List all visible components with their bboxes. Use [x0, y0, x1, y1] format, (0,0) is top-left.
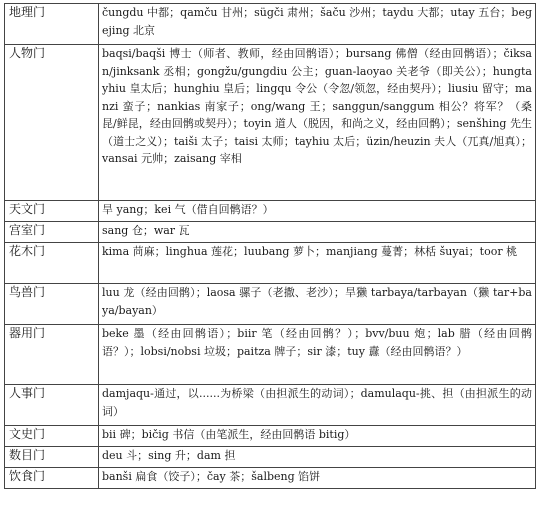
content-cell: baqsi/baqši 博士（师者、教师，经由回鹘语）；bursang 佛僧（经由回鹘语）；čiksan/jinksank 丞相；gongžu/gungdiu 公主；guan-laoyao 关老爷（即关公）；hungtayhiu 皇太后；hunghiu 皇后；lingqu 令公（令忽/领忽，经由契丹）；liusiu 留守；manzi 蛮子；nankias 南家子；ong/wang 王；sanggun/sanggum 相公？将军？（桑昆/鲜昆，经由回鹘或契丹）；toyin 道人（脱因，和尚之义，经由回鹘）；senšhing 先生（道士之义）；taiši 太子；taisi 太师；tayhiu 太后；üzin/heuzin 夫人（兀真/旭真）；vansai 元帅；zaisang 宰相 [99, 45, 536, 201]
category-cell: 器用门 [5, 325, 99, 385]
content-cell: damjaqu-通过，以......为桥梁（由担派生的动词）；damulaqu-挑、担（由担派生的动词） [99, 385, 536, 426]
content-cell: čungdu 中都；qamču 甘州；sügči 肃州；šaču 沙州；taydu 大都；utay 五台；begejing 北京 [99, 4, 536, 45]
content-cell: sang 仓；war 瓦 [99, 222, 536, 243]
table-row [5, 426, 536, 447]
category-cell: 地理门 [5, 4, 99, 45]
table-row [5, 447, 536, 468]
category-cell: 鸟兽门 [5, 284, 99, 325]
loanword-table [4, 3, 536, 489]
content-cell: bii 碑；bičig 书信（由笔派生，经由回鹘语 bitig） [99, 426, 536, 447]
content-cell: deu 斗；sing 升；dam 担 [99, 447, 536, 468]
category-cell: 人事门 [5, 385, 99, 426]
vocabulary-table-container [4, 3, 532, 489]
table-row [5, 222, 536, 243]
category-cell: 宫室门 [5, 222, 99, 243]
table-row [5, 468, 536, 489]
category-cell: 文史门 [5, 426, 99, 447]
category-cell: 数目门 [5, 447, 99, 468]
table-row [5, 284, 536, 325]
table-row [5, 4, 536, 45]
content-cell: kima 苘麻；linghua 莲花；luubang 萝卜；manjiang 蔓菁；林栝 šuyai；toor 桃 [99, 243, 536, 284]
content-cell: luu 龙（经由回鹘）；laosa 骡子（老撒、老沙）；旱獭 tarbaya/tarbayan（獭 tar+baya/bayan） [99, 284, 536, 325]
table-row [5, 201, 536, 222]
category-cell: 花木门 [5, 243, 99, 284]
table-row [5, 243, 536, 284]
content-cell: banši 扁食（饺子）；čay 茶；šalbeng 馅饼 [99, 468, 536, 489]
table-row [5, 385, 536, 426]
content-cell: 旱 yang；kei 气（借自回鹘语？） [99, 201, 536, 222]
category-cell: 天文门 [5, 201, 99, 222]
table-row [5, 325, 536, 385]
content-cell: beke 墨（经由回鹘语）；biir 笔（经由回鹘？）；bvv/buu 炮；lab 腊（经由回鹘语？）；lobsi/nobsi 垃圾；paitza 牌子；sir 漆；tuy 纛（经由回鹘语？） [99, 325, 536, 385]
category-cell: 饮食门 [5, 468, 99, 489]
category-cell: 人物门 [5, 45, 99, 201]
table-row [5, 45, 536, 201]
